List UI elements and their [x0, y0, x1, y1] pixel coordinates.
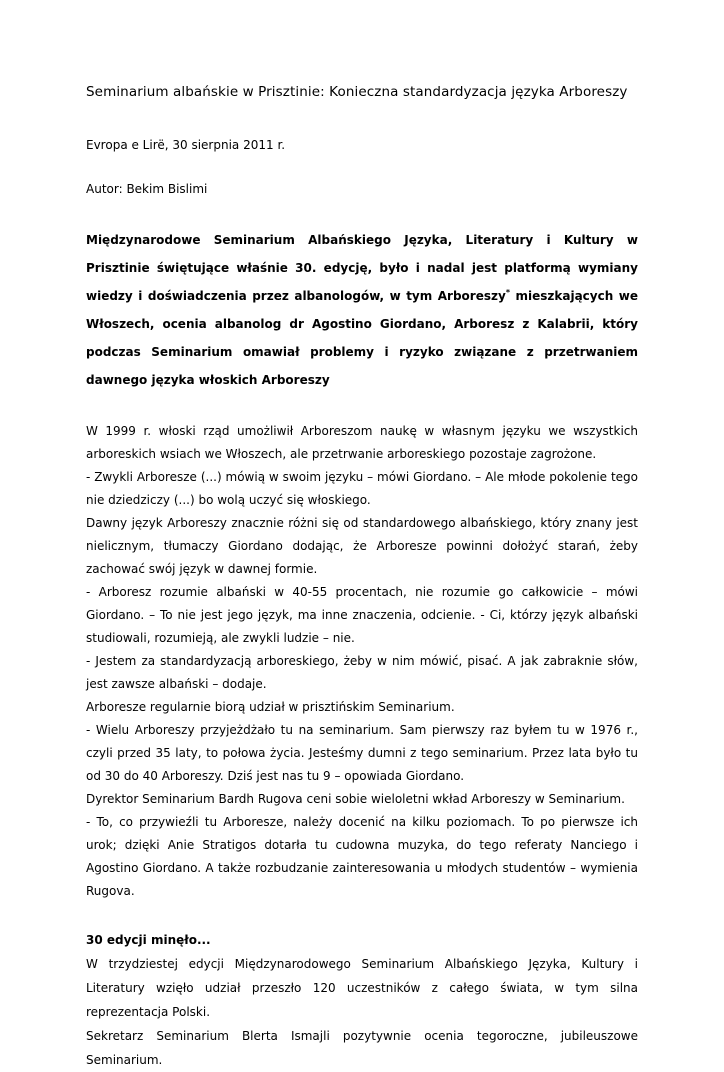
- paragraph: Arboresze regularnie biorą udział w prisztińskim Seminarium.: [86, 699, 455, 714]
- paragraph: Dyrektor Seminarium Bardh Rugova ceni sobie wieloletni wkład Arboreszy w Seminarium.: [86, 791, 625, 806]
- source-date-line: Evropa e Lirë, 30 sierpnia 2011 r.: [86, 137, 286, 152]
- paragraph: - Zwykli Arboresze (...) mówią w swoim języku – mówi Giordano. – Ale młode pokolenie tego nie dziedziczy (...) bo wolą uczyć się włoskiego.: [86, 469, 638, 507]
- lead-paragraph: [86, 226, 638, 394]
- section-body: [86, 952, 638, 1072]
- lead-text-after-footnote: mieszkających we Włoszech, ocenia albanolog dr Agostino Giordano, Arboresz z Kalabrii, który podczas Seminarium omawiał problemy i ryzyko związane z przetrwaniem dawnego języka włoskich Arboreszy: [86, 288, 638, 387]
- paragraph: - Wielu Arboreszy przyjeżdżało tu na seminarium. Sam pierwszy raz byłem tu w 1976 r., czyli przed 35 laty, to połowa życia. Jesteśmy dumni z tego seminarium. Przez lata było tu od 30 do 40 Arboreszy. Dziś jest nas tu 9 – opowiada Giordano.: [86, 722, 638, 783]
- author-line: Autor: Bekim Bislimi: [86, 181, 208, 196]
- paragraph: W trzydziestej edycji Międzynarodowego Seminarium Albańskiego Języka, Kultury i Literatury wzięło udział przeszło 120 uczestników z całego świata, w tym silna reprezentacja Polski.: [86, 956, 638, 1019]
- footnote-asterisk: *: [505, 287, 510, 297]
- lead-text-before-footnote: Międzynarodowe Seminarium Albańskiego Języka, Literatury i Kultury w Prisztinie świętujące właśnie 30. edycję, było i nadal jest platformą wymiany wiedzy i doświadczenia przez albanologów, w tym Arboreszy: [86, 232, 638, 303]
- paragraph: - Arboresz rozumie albański w 40-55 procentach, nie rozumie go całkowicie – mówi Giordano. – To nie jest jego język, ma inne znaczenia, odcienie. - Ci, którzy język albański studiowali, rozumieją, ale zwykli ludzie – nie.: [86, 584, 638, 645]
- document-title: Seminarium albańskie w Prisztinie: Konieczna standardyzacja języka Arboreszy: [86, 84, 628, 100]
- paragraph: Sekretarz Seminarium Blerta Ismajli pozytywnie ocenia tegoroczne, jubileuszowe Seminarium.: [86, 1028, 638, 1067]
- paragraph: - To, co przywieźli tu Arboresze, należy docenić na kilku poziomach. To po pierwsze ich urok; dzięki Anie Stratigos dotarła tu cudowna muzyka, do tego referaty Nanciego i Agostino Giordano. A także rozbudzanie zainteresowania u młodych studentów – wymienia Rugova.: [86, 814, 638, 898]
- paragraph: - Jestem za standardyzacją arboreskiego, żeby w nim mówić, pisać. A jak zabraknie słów, jest zawsze albański – dodaje.: [86, 653, 638, 691]
- paragraph: Dawny język Arboreszy znacznie różni się od standardowego albańskiego, który znany jest nielicznym, tłumaczy Giordano dodając, że Arboresze powinni dołożyć starań, żeby zachować swój język w dawnej formie.: [86, 515, 638, 576]
- article-body: [86, 420, 638, 903]
- paragraph: W 1999 r. włoski rząd umożliwił Arboreszom naukę w własnym języku we wszystkich arboreskich wsiach we Włoszech, ale przetrwanie arboreskiego pozostaje zagrożone.: [86, 423, 638, 461]
- section-heading: 30 edycji minęło...: [86, 932, 211, 947]
